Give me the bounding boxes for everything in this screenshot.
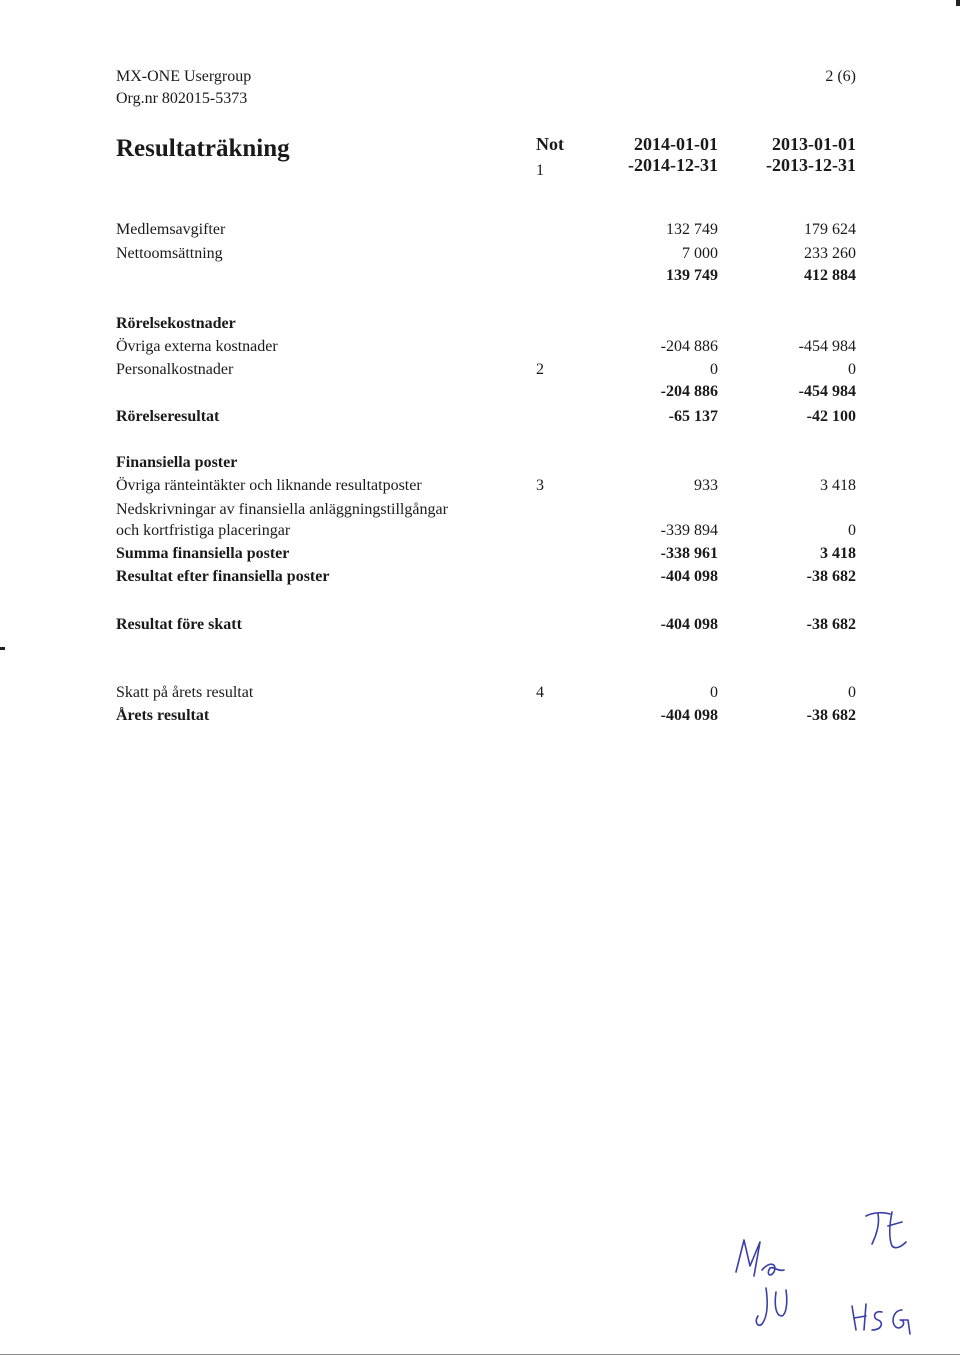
statement-row [0, 265, 960, 287]
statement-row [0, 381, 960, 403]
row-value-2014: -404 098 [660, 616, 718, 633]
column-header-period2-end: -2013-12-31 [766, 155, 856, 175]
row-value-2014: -204 886 [660, 383, 718, 400]
row-value-2014: -339 894 [660, 522, 718, 539]
row-value-2013: -454 984 [798, 383, 856, 400]
row-value-2013: -38 682 [806, 568, 856, 585]
row-value-2013: -454 984 [798, 338, 856, 355]
statement-row [0, 452, 960, 474]
row-value-2014: 139 749 [666, 267, 718, 284]
row-value-2014: -404 098 [660, 568, 718, 585]
signature-ma [730, 1232, 790, 1282]
statement-row [0, 543, 960, 565]
row-label: Skatt på årets resultat [116, 684, 254, 701]
statement-row [0, 566, 960, 588]
row-label: Resultat före skatt [116, 616, 242, 633]
scan-edge-mark [0, 647, 5, 650]
row-value-2013: 233 260 [804, 245, 856, 262]
row-value-2014: 132 749 [666, 221, 718, 238]
org-number: Org.nr 802015-5373 [116, 90, 248, 107]
row-label: Årets resultat [116, 707, 210, 724]
column-header-note-number: 1 [536, 162, 544, 179]
row-label: Nedskrivningar av finansiella anläggningstillgångar [116, 501, 448, 518]
row-value-2014: 0 [710, 361, 718, 378]
row-value-2013: -38 682 [806, 616, 856, 633]
page-title: Resultaträkning [116, 135, 290, 162]
column-header-note: Not [536, 134, 564, 154]
column-header-period1-start: 2014-01-01 [634, 134, 718, 154]
signature-te [862, 1206, 912, 1254]
scan-edge-line [0, 1354, 960, 1355]
row-label: Summa finansiella poster [116, 545, 290, 562]
statement-row [0, 705, 960, 727]
row-value-2014: 7 000 [682, 245, 718, 262]
statement-row [0, 406, 960, 428]
row-value-2014: -204 886 [660, 338, 718, 355]
statement-row [0, 614, 960, 636]
row-value-2013: 3 418 [820, 545, 856, 562]
row-label: Rörelsekostnader [116, 315, 236, 332]
row-label: Rörelseresultat [116, 408, 220, 425]
row-note: 4 [536, 684, 544, 701]
org-name: MX-ONE Usergroup [116, 68, 252, 85]
statement-row [0, 499, 960, 521]
statement-row [0, 359, 960, 381]
row-value-2013: 3 418 [820, 477, 856, 494]
row-value-2014: 933 [694, 477, 718, 494]
statement-row [0, 219, 960, 241]
row-value-2013: 0 [848, 361, 856, 378]
statement-row [0, 520, 960, 542]
page-number: 2 (6) [825, 68, 856, 85]
row-value-2013: -38 682 [806, 707, 856, 724]
row-value-2014: -338 961 [660, 545, 718, 562]
statement-row [0, 682, 960, 704]
signature-ju [752, 1282, 796, 1332]
row-label: Personalkostnader [116, 361, 234, 378]
statement-row [0, 475, 960, 497]
row-value-2014: -65 137 [668, 408, 718, 425]
row-label: Finansiella poster [116, 454, 238, 471]
row-value-2013: -42 100 [806, 408, 856, 425]
row-value-2013: 0 [848, 684, 856, 701]
column-header-period1-end: -2014-12-31 [628, 155, 718, 175]
statement-row [0, 243, 960, 265]
row-label: Nettoomsättning [116, 245, 223, 262]
row-value-2013: 179 624 [804, 221, 856, 238]
row-note: 2 [536, 361, 544, 378]
row-value-2014: -404 098 [660, 707, 718, 724]
row-label: Övriga externa kostnader [116, 338, 278, 355]
scan-edge-mark [956, 0, 960, 6]
row-value-2013: 412 884 [804, 267, 856, 284]
row-value-2013: 0 [848, 522, 856, 539]
row-label: Övriga ränteintäkter och liknande resultatposter [116, 477, 422, 494]
row-note: 3 [536, 477, 544, 494]
row-label: Medlemsavgifter [116, 221, 226, 238]
statement-row [0, 313, 960, 335]
column-header-period2-start: 2013-01-01 [772, 134, 856, 154]
row-label: Resultat efter finansiella poster [116, 568, 330, 585]
row-value-2014: 0 [710, 684, 718, 701]
row-label: och kortfristiga placeringar [116, 522, 291, 539]
signature-hsg [848, 1300, 918, 1340]
statement-row [0, 336, 960, 358]
